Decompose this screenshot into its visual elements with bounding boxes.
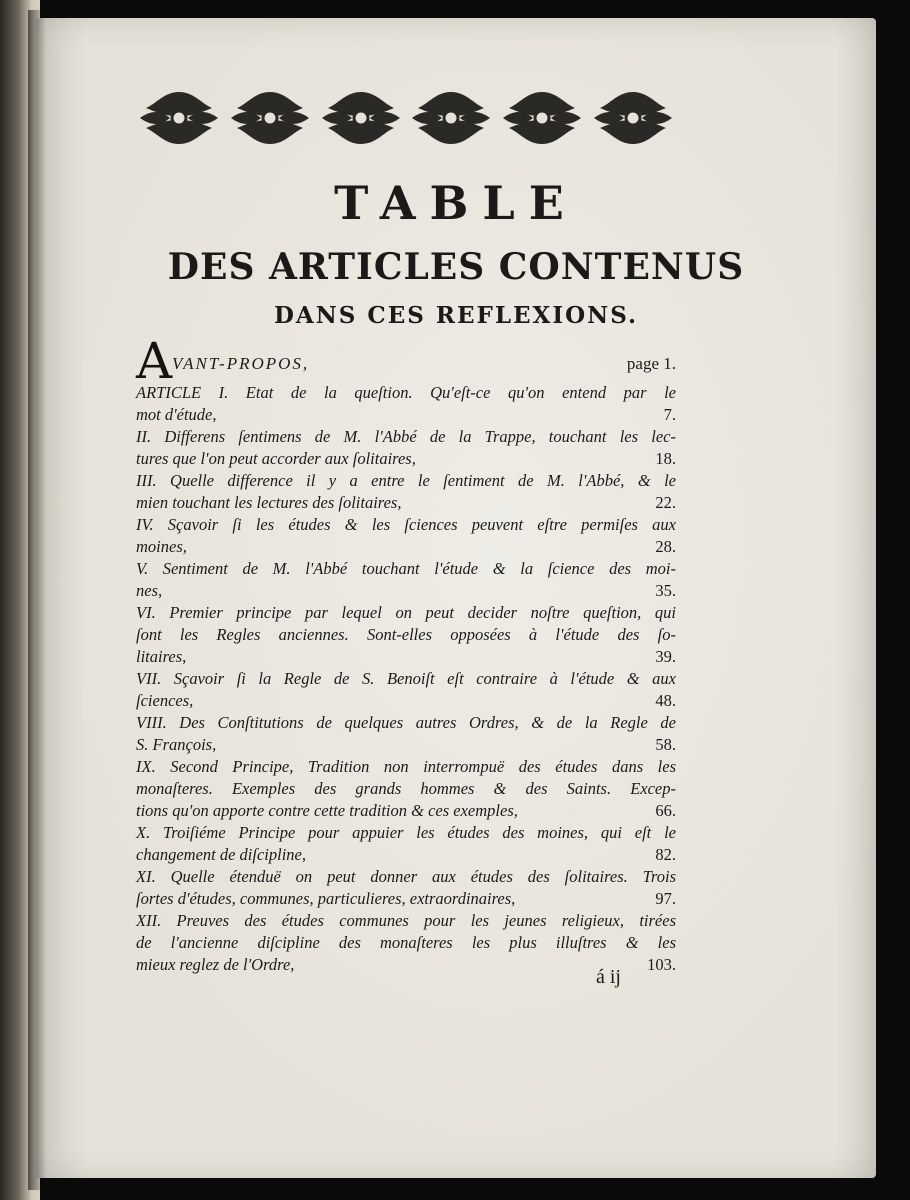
toc-entry-page: 7. bbox=[663, 405, 676, 424]
toc-entry-line: moines, bbox=[136, 537, 187, 556]
toc-entry-line: mieux reglez de l'Ordre, bbox=[136, 955, 295, 974]
toc-entry-page: 82. bbox=[655, 845, 676, 864]
page-title: TABLE bbox=[334, 176, 578, 230]
toc-entry-line: ſont les Regles anciennes. Sont-elles opposées à l'étude des ſo- bbox=[136, 625, 676, 644]
toc-entry-page: 28. bbox=[655, 537, 676, 556]
toc-entry bbox=[136, 668, 676, 712]
toc-entry-line: ſciences, bbox=[136, 691, 194, 710]
toc-entry-page: 97. bbox=[655, 889, 676, 908]
toc-entry-line: XII. Preuves des études communes pour les jeunes religieux, tirées bbox=[136, 911, 676, 930]
drop-cap: A bbox=[136, 332, 173, 390]
toc-entry-line: mien touchant les lectures des ſolitaires, bbox=[136, 493, 402, 512]
toc-entry-line: VI. Premier principe par lequel on peut decider noſtre queſtion, qui bbox=[136, 603, 676, 622]
toc-entry-list bbox=[136, 382, 676, 976]
toc-entry bbox=[136, 514, 676, 558]
toc-entry-line: XI. Quelle étenduë on peut donner aux études des ſolitaires. Trois bbox=[136, 867, 676, 886]
ornament-tile-icon bbox=[318, 86, 404, 150]
toc-entry-page: 22. bbox=[655, 493, 676, 512]
avant-propos-page: page 1. bbox=[626, 354, 676, 373]
ornament-tile-icon bbox=[408, 86, 494, 150]
toc-entry-line: V. Sentiment de M. l'Abbé touchant l'étude & la ſcience des moi- bbox=[136, 559, 676, 578]
spine-shadow bbox=[28, 10, 46, 1190]
toc-entry-line: IV. Sçavoir ſi les études & les ſciences peuvent eſtre permiſes aux bbox=[136, 515, 676, 534]
decorative-headpiece bbox=[136, 86, 676, 150]
ornament-tile-icon bbox=[227, 86, 313, 150]
toc-entry-line: VII. Sçavoir ſi la Regle de S. Benoiſt eſt contraire à l'étude & aux bbox=[136, 669, 676, 688]
toc-entry-line: litaires, bbox=[136, 647, 187, 666]
toc-entry-page: 18. bbox=[655, 449, 676, 468]
toc-entry-page: 48. bbox=[655, 691, 676, 710]
toc-entry-line: nes, bbox=[136, 581, 163, 600]
toc-entry-line: de l'ancienne diſcipline des monaſteres les plus illuſtres & les bbox=[136, 933, 676, 952]
toc-entry-page: 39. bbox=[655, 647, 676, 666]
toc-entry-line: VIII. Des Conſtitutions de quelques autres Ordres, & de la Regle de bbox=[136, 713, 676, 732]
toc-entry-line: changement de diſcipline, bbox=[136, 845, 306, 864]
ornament-tile-icon bbox=[590, 86, 676, 150]
page-subtitle: DES ARTICLES CONTENUS bbox=[167, 246, 745, 288]
toc-entry bbox=[136, 470, 676, 514]
toc-entry bbox=[136, 910, 676, 976]
toc-entry bbox=[136, 382, 676, 426]
toc-entry bbox=[136, 602, 676, 668]
toc-entry-line: ſortes d'études, communes, particulieres, extraordinaires, bbox=[136, 889, 516, 908]
toc-entry-line: tures que l'on peut accorder aux ſolitaires, bbox=[136, 449, 416, 468]
toc-entry bbox=[136, 756, 676, 822]
toc-entry-line: tions qu'on apporte contre cette tradition & ces exemples, bbox=[136, 801, 518, 820]
toc-entry-line: ARTICLE I. Etat de la queſtion. Qu'eſt-ce qu'on entend par le bbox=[136, 383, 676, 402]
ornament-tile-icon bbox=[136, 86, 222, 150]
toc-entry bbox=[136, 822, 676, 866]
toc-entry-line: monaſteres. Exemples des grands hommes & des Saints. Excep- bbox=[136, 779, 676, 798]
toc-entry-page: 66. bbox=[655, 801, 676, 820]
toc-entry-line: S. François, bbox=[136, 735, 217, 754]
book-page bbox=[36, 18, 876, 1178]
toc-entry bbox=[136, 866, 676, 910]
toc-entry-line: II. Differens ſentimens de M. l'Abbé de la Trappe, touchant les lec- bbox=[136, 427, 676, 446]
toc-entry-page: 58. bbox=[655, 735, 676, 754]
toc-entry-page: 35. bbox=[655, 581, 676, 600]
toc-entry-line: X. Troiſiéme Principe pour appuier les études des moines, qui eſt le bbox=[136, 823, 676, 842]
toc-entry-line: IX. Second Principe, Tradition non interrompuë des études dans les bbox=[136, 757, 676, 776]
table-of-contents bbox=[136, 332, 676, 976]
toc-entry-line: mot d'étude, bbox=[136, 405, 217, 424]
toc-entry-line: III. Quelle difference il y a entre le ſentiment de M. l'Abbé, & le bbox=[136, 471, 676, 490]
toc-entry-page: 103. bbox=[647, 955, 676, 974]
toc-entry bbox=[136, 426, 676, 470]
toc-entry bbox=[136, 558, 676, 602]
avant-propos-label: VANT-PROPOS, bbox=[172, 354, 310, 373]
signature-mark: á ij bbox=[596, 966, 621, 988]
avant-propos-entry bbox=[136, 332, 676, 390]
toc-entry bbox=[136, 712, 676, 756]
ornament-tile-icon bbox=[499, 86, 585, 150]
page-subtitle-secondary: DANS CES REFLEXIONS. bbox=[273, 302, 639, 329]
